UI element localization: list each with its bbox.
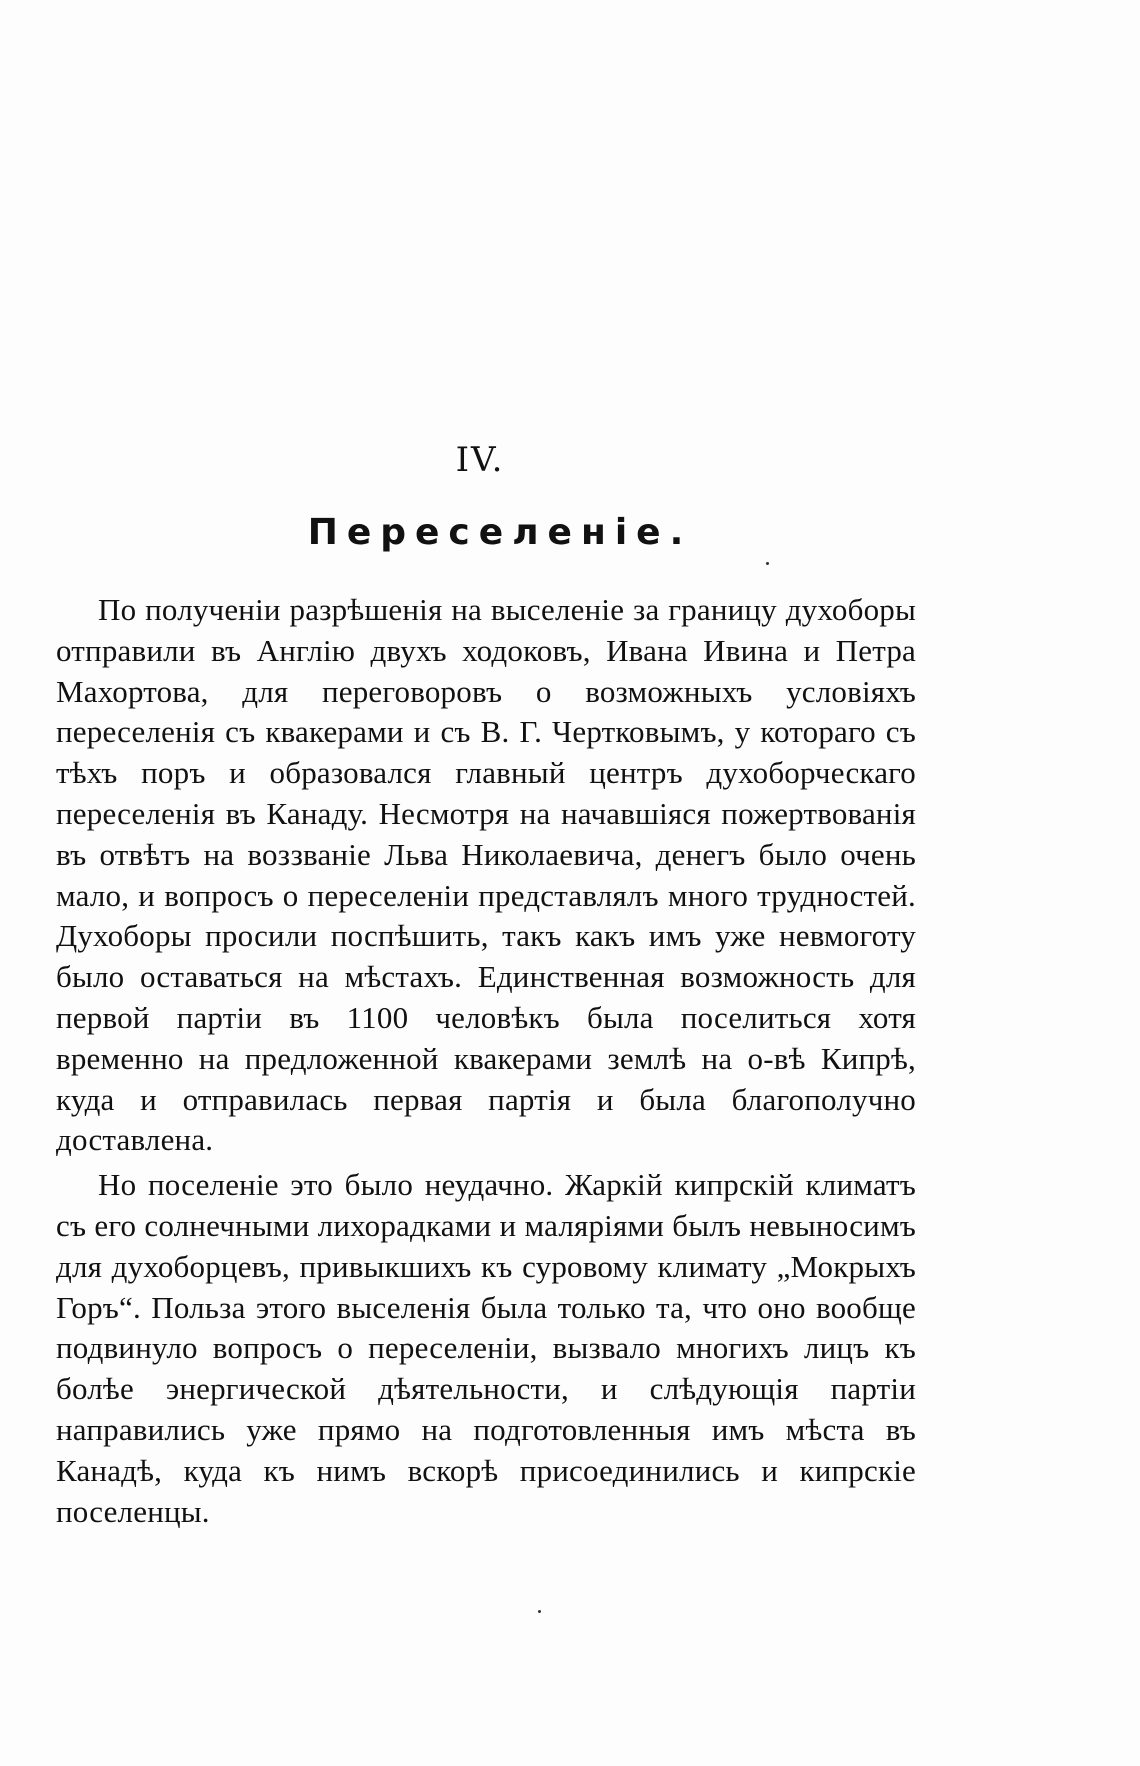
- print-speck: [538, 1610, 541, 1613]
- paragraph-2: Но поселеніе это было неудачно. Жаркій кипрскій климатъ съ его солнечными лихорадками и малярiями былъ невыносимъ для духоборцевъ, привыкшихъ къ суровому климату „Мокрыхъ Горъ“. Польза этого выселенія была только та, что оно вообще подвинуло вопросъ о переселеніи, вызвало многихъ лицъ къ болѣе энергической дѣятельности, и слѣдующія партіи направились уже прямо на подготовленныя имъ мѣста въ Канадѣ, куда къ нимъ вскорѣ присоединились и кипрскіе поселенцы.: [56, 1167, 916, 1529]
- print-speck: [766, 562, 769, 565]
- chapter-number: IV.: [455, 440, 505, 480]
- body-text: [56, 590, 916, 1532]
- paragraph-1: По полученіи разрѣшенія на выселеніе за границу духоборы отправили въ Англію двухъ ходоковъ, Ивана Ивина и Петра Махортова, для переговоровъ о возможныхъ условіяхъ переселенія съ квакерами и съ В. Г. Чертковымъ, у котораго съ тѣхъ поръ и образовался главный центръ духоборческаго переселенія въ Канаду. Несмотря на начавшіяся пожертвованія въ отвѣтъ на воззваніе Льва Николаевича, денегъ было очень мало, и вопросъ о переселеніи представлялъ много трудностей. Духоборы просили поспѣшить, такъ какъ имъ уже невмоготу было оставаться на мѣстахъ. Единственная возможность для первой партіи въ 1100 человѣкъ была поселиться хотя временно на предложенной квакерами землѣ на о-вѣ Кипрѣ, куда и отправилась первая партія и была благополучно доставлена.: [56, 592, 916, 1158]
- chapter-title: Переселеніе.: [307, 512, 693, 553]
